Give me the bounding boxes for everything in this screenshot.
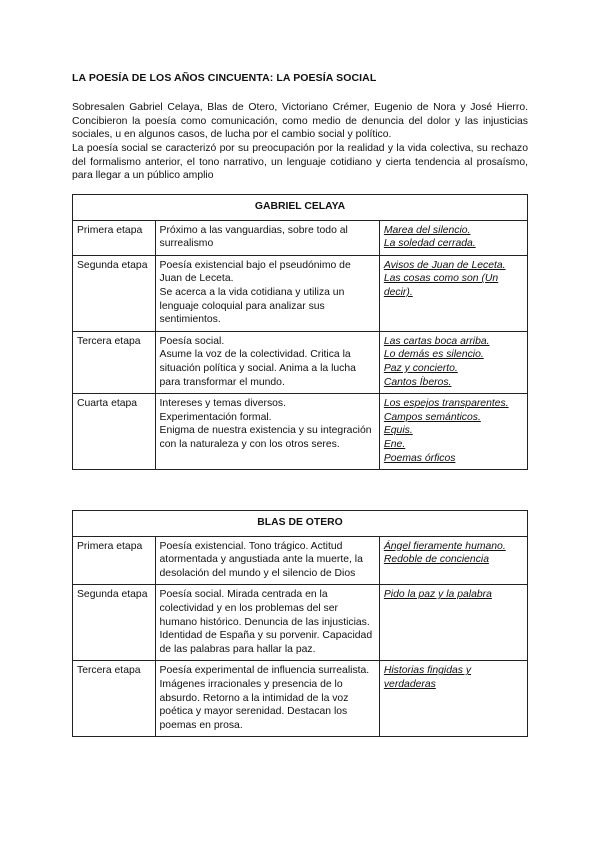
description-cell: Intereses y temas diversos. Experimentación formal. Enigma de nuestra existencia y su integración con la naturaleza y con los otros seres. — [155, 394, 379, 470]
work-title: La soledad cerrada. — [383, 238, 476, 250]
work-title: Las cartas boca arriba. — [383, 335, 490, 347]
table-blas-de-otero — [72, 510, 528, 737]
table-heading: BLAS DE OTERO — [73, 511, 528, 537]
table-row — [73, 661, 528, 737]
stage-cell: Primera etapa — [73, 536, 156, 585]
work-title: Ene. — [383, 438, 406, 450]
work-title: Pido la paz y la palabra — [383, 589, 492, 601]
table-body — [73, 220, 528, 470]
work-title: Historias fingidas y verdaderas — [383, 665, 472, 690]
table-row — [73, 331, 528, 393]
table-row — [73, 394, 528, 470]
work-title: Lo demás es silencio. — [383, 349, 484, 361]
work-title: Equis. — [383, 425, 413, 437]
stage-cell: Primera etapa — [73, 220, 156, 255]
description-cell: Poesía existencial. Tono trágico. Actitud atormentada y angustiada ante la muerte, la desolación del mundo y el silencio de Dios — [155, 536, 379, 585]
work-title: Campos semánticos. — [383, 411, 481, 423]
table-body — [73, 536, 528, 737]
works-cell — [379, 394, 527, 470]
table-row — [73, 585, 528, 661]
description-cell: Poesía experimental de influencia surrealista. Imágenes irracionales y presencia de lo absurdo. Retorno a la intimidad de la voz poética y mayor serenidad. Destacan los poemas en prosa. — [155, 661, 379, 737]
work-title: Poemas órficos — [383, 452, 456, 464]
work-title: Avisos de Juan de Leceta. — [383, 259, 506, 271]
work-title: Redoble de conciencia — [383, 554, 489, 566]
characteristics-paragraph: La poesía social se caracterizó por su preocupación por la realidad y la vida colectiva, su rechazo del formalismo anterior, el tono narrativo, un lenguaje cotidiano y cierta tendencia al prosaísmo, para llegar a un público amplio — [72, 143, 528, 182]
work-title: Paz y concierto. — [383, 362, 458, 374]
description-cell: Poesía existencial bajo el pseudónimo de Juan de Leceta. Se acerca a la vida cotidiana y utiliza un lenguaje coloquial para analizar sus sentimientos. — [155, 255, 379, 331]
stage-cell: Tercera etapa — [73, 331, 156, 393]
description-cell: Poesía social. Asume la voz de la colectividad. Critica la situación política y social. Anima a la lucha para transformar el mundo. — [155, 331, 379, 393]
description-cell: Próximo a las vanguardias, sobre todo al surrealismo — [155, 220, 379, 255]
table-row — [73, 220, 528, 255]
description-cell: Poesía social. Mirada centrada en la colectividad y en los problemas del ser humano histórico. Denuncia de las injusticias. Identidad de España y su porvenir. Capacidad de las palabras para hallar la paz. — [155, 585, 379, 661]
works-cell — [379, 536, 527, 585]
stage-cell: Cuarta etapa — [73, 394, 156, 470]
stage-cell: Segunda etapa — [73, 255, 156, 331]
works-cell — [379, 220, 527, 255]
work-title: Los espejos transparentes. — [383, 398, 509, 410]
table-gabriel-celaya — [72, 194, 528, 470]
intro-paragraph: Sobresalen Gabriel Celaya, Blas de Otero, Victoriano Crémer, Eugenio de Nora y José Hierro. Concibieron la poesía como comunicación, como medio de denuncia del dolor y las injusticias sociales, u en algunos casos, de lucha por el cambio social y político. — [72, 102, 528, 141]
stage-cell: Segunda etapa — [73, 585, 156, 661]
work-title: Marea del silencio. — [383, 224, 471, 236]
table-row — [73, 255, 528, 331]
works-cell — [379, 255, 527, 331]
works-cell — [379, 661, 527, 737]
works-cell — [379, 585, 527, 661]
work-title: Las cosas como son (Un decir). — [383, 273, 499, 298]
document-title: LA POESÍA DE LOS AÑOS CINCUENTA: LA POESÍA SOCIAL — [72, 72, 377, 84]
work-title: Cantos Íberos. — [383, 376, 452, 388]
works-cell — [379, 331, 527, 393]
work-title: Ángel fieramente humano. — [383, 540, 506, 552]
table-row — [73, 536, 528, 585]
table-heading: GABRIEL CELAYA — [73, 195, 528, 221]
stage-cell: Tercera etapa — [73, 661, 156, 737]
